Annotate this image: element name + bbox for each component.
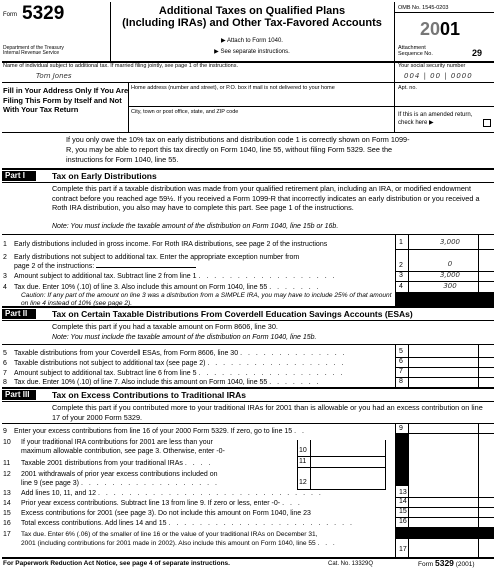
line17-text-b: 2001 (including contributions for 2001 made in 2002). Also include this amount on Form 1040, line 55 . . . [21,540,337,547]
fill-in-address-note: Fill in Your Address Only If You Are Filing This Form by Itself and Not With Your Tax Return [3,86,129,114]
line6-text: Taxable distributions not subject to additional tax (see page 2) . . . . . . . . . . . . . . . . . . [14,360,346,367]
box-number: 14 [399,498,407,505]
box-number: 4 [399,283,403,290]
line-number: 2 [3,254,7,261]
line-number: 1 [3,241,7,248]
form-number: 5329 [22,3,65,24]
line12-text-a: 2001 withdrawals of prior year excess contributions included on [21,471,218,478]
line11-text: Taxable 2001 distributions from your traditional IRAs . . . . [21,460,213,467]
part3-description: Complete this part if you contributed more to your traditional IRAs for 2001 than is allowable or you had an excess contribution on line 17 of your 2000 Form 5329. [52,403,483,422]
see-instructions: ▶ See separate instructions. [214,49,290,55]
amended-checkbox[interactable] [483,119,491,127]
box-number: 11 [299,458,307,465]
line-number: 10 [3,439,11,446]
line17-text-a: Tax due. Enter 6% (.06) of the smaller of line 16 or the value of your traditional IRAs on December 31, [21,531,318,538]
part3-label: Part III [2,390,36,400]
box-number: 3 [399,272,403,279]
form-title-line1: Additional Taxes on Qualified Plans [158,5,346,17]
box-number: 7 [399,368,403,375]
line1-text: Early distributions included in gross income. For Roth IRA distributions, see page 2 of the instructions [14,241,328,248]
line-number: 3 [3,273,7,280]
line-number: 7 [3,370,7,377]
line-number: 5 [3,350,7,357]
footer-form-id: Form 5329 (2001) [418,558,475,568]
form-prefix: Form [3,12,17,18]
box-number: 16 [399,518,407,525]
part1-description: Complete this part if a taxable distribution was made from your qualified retirement plan, including an IRA, or modified endowment contract before you reached age 59½. If you received a Form 1099-R that incorrectly indicates an early distribution or you received a Roth IRA distribution, you also may have to complete this part. See page 1 of the instructions. [52,184,480,212]
line7-text: Amount subject to additional tax. Subtract line 6 from line 5 . . . . . . . . . . . . . . . . . . . [14,370,345,377]
irs-label: Internal Revenue Service [3,50,60,56]
part2-description: Complete this part if you had a taxable amount on Form 8606, line 30. [52,322,278,331]
city-field[interactable] [131,116,393,130]
ssn-label: Your social security number [398,63,466,69]
shaded-area [395,433,408,486]
amended-label: If this is an amended return, check here ▶ [398,112,473,126]
paperwork-notice: For Paperwork Reduction Act Notice, see page 4 of separate instructions. [3,560,230,567]
part1-title: Tax on Early Distributions [52,171,157,181]
apt-label: Apt. no. [398,85,417,91]
box-number: 8 [399,378,403,385]
line10-text-b: maximum allowable contribution, see page 3. Otherwise, enter -0- [21,448,225,455]
caution-note: Caution: If any part of the amount on line 3 was a distribution from a SIMPLE IRA, you may have to include 25% of that amount on line 4 instead of 10% (see page 2). [21,292,392,307]
sequence-number: 29 [472,48,483,58]
part1-label: Part I [2,171,36,181]
line2-text-a: Early distributions not subject to additional tax. Enter the appropriate exception number from [14,254,300,261]
line-number: 6 [3,360,7,367]
box-number: 15 [399,508,407,515]
line-number: 15 [3,510,11,517]
line3-amount[interactable]: 3,000 [439,271,461,279]
attach-instruction: ▶ Attach to Form 1040. [221,38,283,44]
box-number: 12 [299,479,307,486]
part2-note: Note: You must include the taxable amount of the distribution on Form 1040, line 15b. [52,334,317,341]
box-number: 6 [399,358,403,365]
name-label: Name of individual subject to additional tax. If married filing jointly, see page 1 of the instructions. [3,63,238,69]
line13-text: Add lines 10, 11, and 12 . . . . . . . . . . . . . . . . . . . . . . . . . . . . . [21,490,323,497]
shaded-area [395,292,494,306]
box-number: 5 [399,348,403,355]
line2-amount[interactable]: 0 [447,260,453,268]
ssn-value[interactable]: 004 | 00 | 0000 [404,72,473,80]
line14-text: Prior year excess contributions. Subtract line 13 from line 9. If zero or less, enter -0- . . . [21,500,302,507]
line15-text: Excess contributions for 2001 (see page 3). Do not include this amount on Form 1040, line 23 [21,510,311,517]
intro-note: If you only owe the 10% tax on early distributions and distribution code 1 is correctly shown on Form 1099-R, you may be able to report this tax directly on Form 1040, line 55, without filing Form 5329. See the instructions for Form 1040, line 55. [66,135,410,164]
line-number: 9 [3,428,7,435]
home-address-field[interactable] [131,92,393,105]
line3-text: Amount subject to additional tax. Subtract line 2 from line 1 . . . . . . . . . . . . . . . . . . [14,273,337,280]
part2-title: Tax on Certain Taxable Distributions From Coverdell Education Savings Accounts (ESAs) [52,309,413,319]
line-number: 14 [3,500,11,507]
catalog-number: Cat. No. 13329Q [328,561,374,567]
line5-text: Taxable distributions from your Coverdell ESAs, from Form 8606, line 30 . . . . . . . . . . . . . . [14,350,347,357]
line-number: 8 [3,379,7,386]
part1-note: Note: You must include the taxable amount of the distribution on Form 1040, line 15b or 16b. [52,223,339,230]
home-address-label: Home address (number and street), or P.O. box if mail is not delivered to your home [131,85,335,91]
box-number: 10 [299,447,307,454]
sequence-label: Sequence No. [398,51,433,57]
form-title-line2: (Including IRAs) and Other Tax-Favored Accounts [122,17,382,29]
line9-text: Enter your excess contributions from line 16 of your 2000 Form 5329. If zero, go to line 15 . . [14,428,306,435]
tax-year: 2001 [420,19,461,39]
taxpayer-name[interactable]: Tom Jones [36,72,72,80]
line2-text-b: page 2 of the instructions: [14,262,196,271]
box-number: 9 [399,425,403,432]
line4-amount[interactable]: 300 [443,282,457,290]
box-number: 13 [399,489,407,496]
line-number: 13 [3,490,11,497]
city-label: City, town or post office, state, and ZIP code [131,109,239,115]
line-number: 12 [3,471,11,478]
line12-text-b: line 9 (see page 3) . . . . . . . . . . . . . . . . . . [21,480,220,487]
attachment-label: Attachment [398,45,426,51]
line-number: 16 [3,520,11,527]
line-number: 17 [3,531,11,538]
line10-text-a: If your traditional IRA contributions for 2001 are less than your [21,439,213,446]
line4-text: Tax due. Enter 10% (.10) of line 3. Also include this amount on Form 1040, line 55 . . . . . . . [14,284,321,291]
omb-number: OMB No. 1545-0203 [398,5,449,11]
line16-text: Total excess contributions. Add lines 14 and 15 . . . . . . . . . . . . . . . . . . . . . . . . [21,520,354,527]
shaded-area [395,527,494,539]
line-number: 4 [3,284,7,291]
line8-text: Tax due. Enter 10% (.10) of line 7. Also include this amount on Form 1040, line 55 . . . . . . . [14,379,321,386]
box-number: 1 [399,239,403,246]
part3-title: Tax on Excess Contributions to Traditional IRAs [52,390,246,400]
dept-treasury: Department of the Treasury [3,45,64,51]
box-number: 2 [399,262,403,269]
line-number: 11 [3,460,11,467]
box-number: 17 [399,546,407,553]
part2-label: Part II [2,309,36,319]
line1-amount[interactable]: 3,000 [439,238,461,246]
